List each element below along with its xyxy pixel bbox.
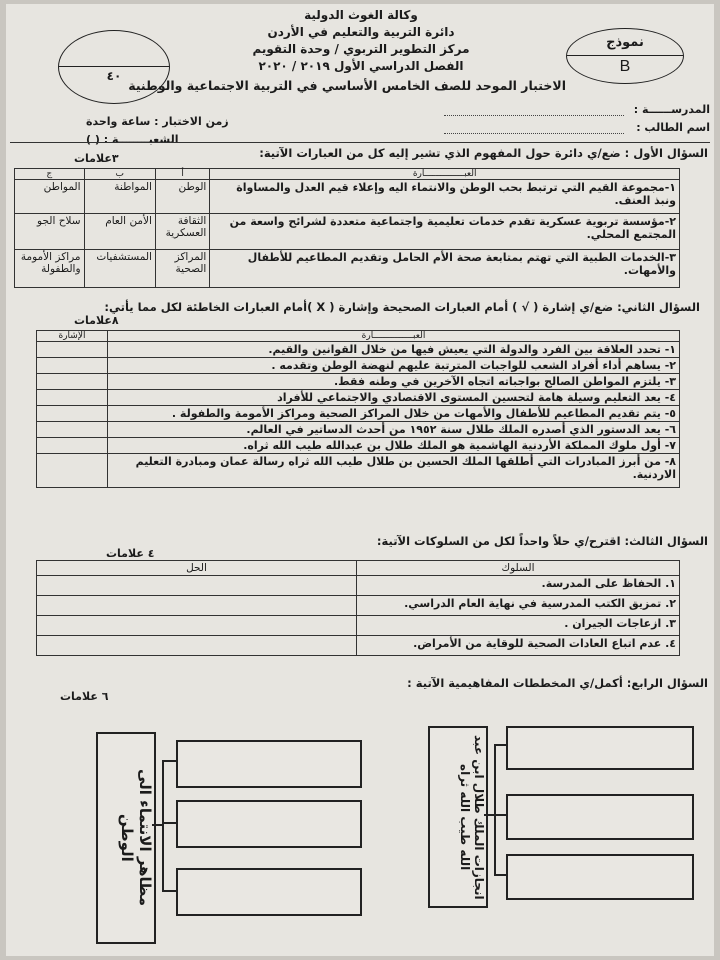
q3-behavior: ١. الحفاظ على المدرسة. <box>357 576 680 596</box>
exam-sheet <box>6 4 714 956</box>
q2-row <box>37 406 680 422</box>
achievements-concept-label: انجازات الملك طلال ابن عبد الله طيب الله ثراه <box>458 734 486 900</box>
q2-row <box>37 342 680 358</box>
section-label: الشعبــــــــة : ( ) <box>86 133 179 146</box>
q2-statement-header: العبـــــــــــــــارة <box>108 331 680 342</box>
q1-option-c-header: ج <box>15 169 85 180</box>
total-mark-circle <box>58 30 170 104</box>
q2-marks: ٨علامات <box>74 314 119 327</box>
q1-row <box>15 180 680 214</box>
q2-statement: ٥- يتم تقديم المطاعيم للأطفال والأمهات من خلال المراكز الصحية ومراكز الأمومة والطفولة . <box>108 406 680 422</box>
q1-option[interactable]: المواطن <box>15 180 85 214</box>
q3-row <box>37 576 680 596</box>
q2-answer-cell[interactable] <box>37 422 108 438</box>
q3-solution-cell[interactable] <box>37 636 357 656</box>
q2-answer-cell[interactable] <box>37 454 108 488</box>
q3-table <box>36 560 680 656</box>
q2-answer-cell[interactable] <box>37 406 108 422</box>
q3-solution-cell[interactable] <box>37 596 357 616</box>
q1-statement-header: العبـــــــــــــــارة <box>210 169 680 180</box>
q3-solution-cell[interactable] <box>37 616 357 636</box>
q1-option-a-header: أ <box>155 169 209 180</box>
q1-option[interactable]: الثقافة العسكرية <box>155 214 209 250</box>
header-divider <box>10 142 710 143</box>
semester-title: الفصل الدراسي الأول ٢٠١٩ / ٢٠٢٠ <box>258 59 464 73</box>
q2-row <box>37 454 680 488</box>
student-label: اسم الطالب : <box>636 121 710 134</box>
belonging-answer-box[interactable] <box>176 868 362 916</box>
school-label: المدرســــــة : <box>633 103 710 116</box>
q2-answer-cell[interactable] <box>37 342 108 358</box>
q1-option[interactable]: المستشفيات <box>84 250 155 288</box>
q3-title: السؤال الثالث: اقترح/ي حلاً واحداً لكل من السلوكات الآتية: <box>376 534 708 548</box>
q2-mark-header: الإشارة <box>37 331 108 342</box>
belonging-answer-box[interactable] <box>176 740 362 788</box>
achievements-answer-box[interactable] <box>506 726 694 770</box>
q3-behavior: ٤. عدم اتباع العادات الصحية للوقاية من الأمراض. <box>357 636 680 656</box>
q2-statement: ٢- يساهم أداء أفراد الشعب للواجبات المترتبة عليهم لنهضة الوطن وتقدمه . <box>108 358 680 374</box>
q2-statement: ٨- من أبرز المبادرات التي أطلقها الملك الحسين بن طلال طيب الله ثراه رسالة عمان ومبادرة التعليم الاردنية. <box>108 454 680 488</box>
q1-row <box>15 214 680 250</box>
q2-statement: ٦- يعد الدستور الذي أصدره الملك طلال سنة ١٩٥٢ من أحدث الدساتير في العالم. <box>108 422 680 438</box>
agency-title: وكالة الغوث الدولية <box>304 8 418 22</box>
q2-title: السؤال الثاني: ضع/ي إشارة ( √ ) أمام العبارات الصحيحة وإشارة ( X )أمام العبارات الخاطئة لكل مما يأتي: <box>104 300 700 314</box>
achievements-concept-box <box>428 726 488 908</box>
q3-behavior: ٢. تمزيق الكتب المدرسية في نهاية العام الدراسي. <box>357 596 680 616</box>
q2-answer-cell[interactable] <box>37 358 108 374</box>
q3-behavior: ٣. ازعاجات الجيران . <box>357 616 680 636</box>
belonging-answer-box[interactable] <box>176 800 362 848</box>
q2-row <box>37 422 680 438</box>
q1-marks: ٣علامات <box>74 152 119 165</box>
school-line[interactable] <box>444 115 624 116</box>
q3-marks: ٤ علامات <box>106 547 155 560</box>
exam-title: الاختبار الموحد للصف الخامس الأساسي في التربية الاجتماعية والوطنية <box>128 78 566 93</box>
student-line[interactable] <box>444 133 624 134</box>
time-label: زمن الاختبار : ساعة واحدة <box>86 115 229 128</box>
q3-behavior-header: السلوك <box>357 561 680 576</box>
total-mark: ٤٠ <box>106 69 122 83</box>
q2-row <box>37 438 680 454</box>
q1-option[interactable]: الأمن العام <box>84 214 155 250</box>
belonging-concept-label: مظاهر الانتماء الى الوطن <box>118 769 154 907</box>
q1-option[interactable]: سلاح الجو <box>15 214 85 250</box>
q1-statement: ١-مجموعة القيم التي ترتبط بحب الوطن والانتماء اليه وإعلاء قيم العدل والمساواة ونبذ العنف. <box>210 180 680 214</box>
belonging-branch-line <box>162 760 164 890</box>
q1-table <box>14 168 680 288</box>
model-label: نموذج <box>606 35 644 50</box>
q2-statement: ٣- يلتزم المواطن الصالح بواجباته اتجاه الآخرين في وطنه فقط. <box>108 374 680 390</box>
achievements-answer-box[interactable] <box>506 854 694 900</box>
q1-title: السؤال الأول : ضع/ي دائرة حول المفهوم الذي تشير إليه كل من العبارات الآتية: <box>259 146 708 160</box>
q2-table <box>36 330 680 488</box>
q1-option[interactable]: الوطن <box>155 180 209 214</box>
q1-statement: ٢-مؤسسة تربوية عسكرية تقدم خدمات تعليمية واجتماعية متعددة لشرائح واسعة من المجتمع المحلي. <box>210 214 680 250</box>
q2-answer-cell[interactable] <box>37 390 108 406</box>
q3-solution-header: الحل <box>37 561 357 576</box>
q2-answer-cell[interactable] <box>37 374 108 390</box>
q1-option[interactable]: المواطنة <box>84 180 155 214</box>
belonging-concept-box <box>96 732 156 944</box>
q2-row <box>37 358 680 374</box>
model-oval <box>566 28 684 84</box>
q3-row <box>37 616 680 636</box>
directorate-title: دائرة التربية والتعليم في الأردن <box>267 25 455 39</box>
q4-marks: ٦ علامات <box>60 690 109 703</box>
q2-statement: ٧- أول ملوك المملكة الأردنية الهاشمية هو الملك طلال بن عبدالله طيب الله ثراه. <box>108 438 680 454</box>
model-value: B <box>619 58 631 75</box>
achievements-answer-box[interactable] <box>506 794 694 840</box>
q2-row <box>37 390 680 406</box>
q2-statement: ٤- يعد التعليم وسيلة هامة لتحسين المستوى الاقتصادي والاجتماعي للأفراد <box>108 390 680 406</box>
q4-title: السؤال الرابع: أكمل/ي المخططات المفاهيمية الآتية : <box>407 676 708 690</box>
q2-row <box>37 374 680 390</box>
center-title: مركز التطوير التربوي / وحدة التقويم <box>252 42 470 56</box>
q3-row <box>37 596 680 616</box>
q2-answer-cell[interactable] <box>37 438 108 454</box>
q1-row <box>15 250 680 288</box>
q2-statement: ١- تحدد العلاقة بين الفرد والدولة التي يعيش فيها من خلال القوانين والقيم. <box>108 342 680 358</box>
q1-option[interactable]: المراكز الصحية <box>155 250 209 288</box>
q1-statement: ٣-الخدمات الطبية التي تهتم بمتابعة صحة الأم الحامل وتقديم المطاعيم للأطفال والأمهات. <box>210 250 680 288</box>
q3-solution-cell[interactable] <box>37 576 357 596</box>
q1-option-b-header: ب <box>84 169 155 180</box>
q3-row <box>37 636 680 656</box>
achievements-branch-line <box>494 744 496 874</box>
q1-option[interactable]: مراكز الأمومة والطفولة <box>15 250 85 288</box>
